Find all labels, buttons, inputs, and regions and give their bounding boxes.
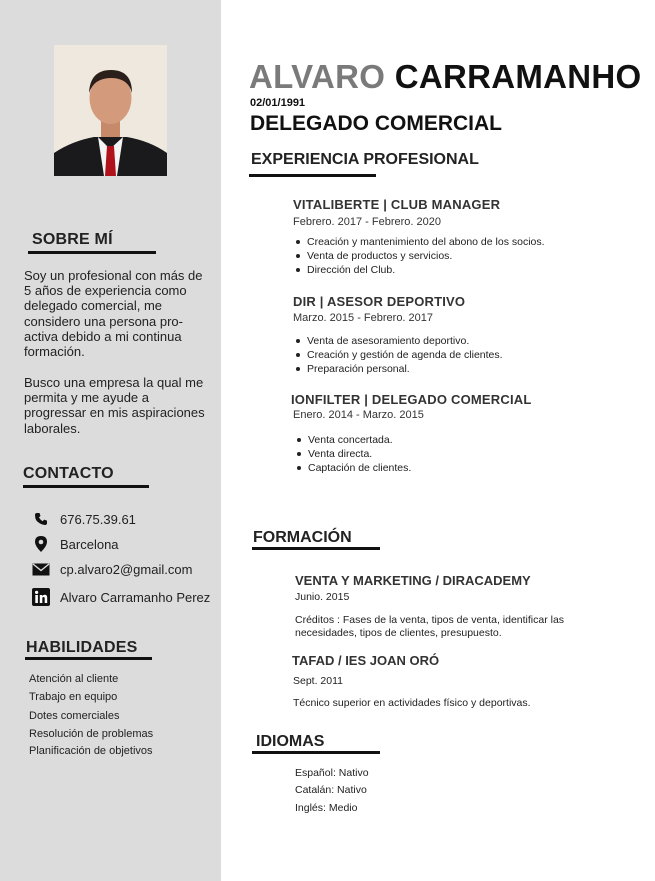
- job-task: Venta concertada.: [294, 433, 411, 447]
- about-paragraph-2: Busco una empresa la qual me permita y me ayude a progressar en mis aspiraciones laborales.: [24, 375, 205, 436]
- job-dates: Enero. 2014 - Marzo. 2015: [293, 409, 424, 421]
- language-item: Español: Nativo: [295, 767, 369, 779]
- education-title: FORMACIÓN: [253, 529, 352, 546]
- about-paragraph-1: Soy un profesional con más de 5 años de experiencia como delegado comercial, me considero una persona pro-activa debido a mi continua formación.: [24, 268, 203, 360]
- job-title: IONFILTER | DELEGADO COMERCIAL: [291, 392, 532, 407]
- birth-date: 02/01/1991: [250, 97, 306, 109]
- profile-photo: [54, 45, 167, 176]
- email-icon: [32, 560, 50, 578]
- contact-rule: [23, 485, 149, 488]
- first-name: ALVARO: [249, 58, 386, 95]
- job-dates: Marzo. 2015 - Febrero. 2017: [293, 312, 434, 324]
- job-task: Venta de asesoramiento deportivo.: [293, 334, 503, 348]
- skill-item: Planificación de objetivos: [29, 745, 153, 757]
- education-desc: Técnico superior en actividades físico y deportivas.: [293, 697, 531, 709]
- job-tasks: [293, 235, 545, 277]
- linkedin-name: Alvaro Carramanho Perez: [60, 589, 211, 605]
- languages-rule: [252, 751, 380, 754]
- job-task: Venta directa.: [294, 447, 411, 461]
- skills-title: HABILIDADES: [26, 639, 138, 656]
- job-task: Creación y gestión de agenda de clientes.: [293, 348, 503, 362]
- language-item: Catalán: Nativo: [295, 784, 367, 796]
- languages-title: IDIOMAS: [256, 733, 325, 750]
- education-rule: [252, 547, 380, 550]
- contact-linkedin[interactable]: [32, 587, 210, 607]
- education-title-item: VENTA Y MARKETING / DIRACADEMY: [295, 573, 531, 588]
- skill-item: Trabajo en equipo: [29, 691, 118, 703]
- full-name: [249, 58, 642, 96]
- skill-item: Atención al cliente: [29, 673, 119, 685]
- phone-icon: [32, 510, 50, 528]
- skill-item: Resolución de problemas: [29, 728, 154, 740]
- job-tasks: [294, 433, 411, 475]
- job-dates: Febrero. 2017 - Febrero. 2020: [293, 216, 441, 228]
- job-tasks: [293, 334, 503, 376]
- last-name: CARRAMANHO: [394, 58, 642, 95]
- job-title: DIR | ASESOR DEPORTIVO: [293, 294, 466, 309]
- skills-rule: [25, 657, 152, 660]
- about-rule: [28, 251, 156, 254]
- job-task: Creación y mantenimiento del abono de los socios.: [293, 235, 545, 249]
- education-desc: necesidades, tipos de clientes, presupuesto.: [295, 627, 502, 639]
- about-title: SOBRE MÍ: [32, 231, 113, 248]
- location-pin-icon: [32, 535, 50, 553]
- job-role: DELEGADO COMERCIAL: [250, 112, 502, 135]
- job-task: Venta de productos y servicios.: [293, 249, 545, 263]
- contact-title: CONTACTO: [23, 465, 114, 482]
- experience-title: EXPERIENCIA PROFESIONAL: [251, 151, 479, 168]
- education-date: Junio. 2015: [295, 591, 350, 603]
- linkedin-icon: [32, 588, 50, 606]
- education-date: Sept. 2011: [293, 675, 344, 687]
- job-task: Captación de clientes.: [294, 461, 411, 475]
- city: Barcelona: [60, 536, 119, 552]
- job-task: Dirección del Club.: [293, 263, 545, 277]
- contact-email[interactable]: [32, 559, 192, 579]
- experience-rule: [249, 174, 376, 177]
- education-desc: Créditos : Fases de la venta, tipos de venta, identificar las: [295, 614, 565, 626]
- job-title: VITALIBERTE | CLUB MANAGER: [293, 197, 501, 212]
- education-title-item: TAFAD / IES JOAN ORÓ: [292, 653, 440, 668]
- job-task: Preparación personal.: [293, 362, 503, 376]
- phone-number: 676.75.39.61: [60, 511, 136, 527]
- contact-location: [32, 534, 119, 554]
- email-address: cp.alvaro2@gmail.com: [60, 561, 193, 577]
- contact-phone[interactable]: [32, 509, 136, 529]
- language-item: Inglés: Medio: [295, 802, 358, 814]
- skill-item: Dotes comerciales: [29, 710, 120, 722]
